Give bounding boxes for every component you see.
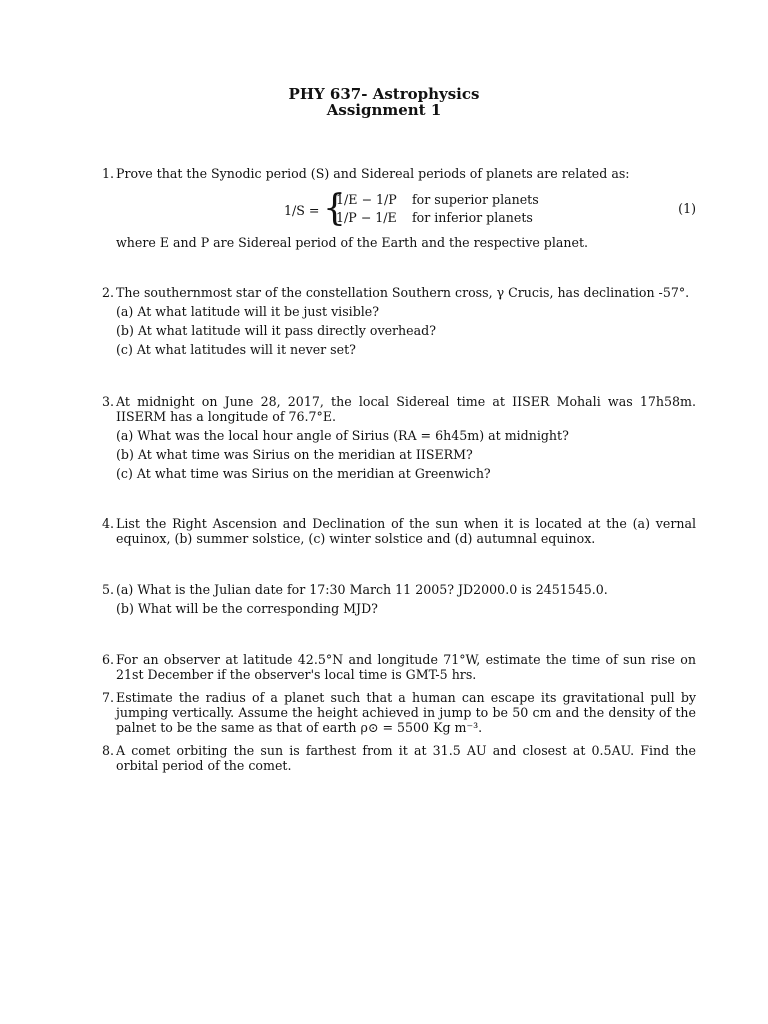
question-number: 5. bbox=[101, 582, 114, 597]
equation-case-1-expr: 1/E − 1/P bbox=[336, 192, 397, 207]
question-1 bbox=[96, 166, 696, 181]
question-number: 7. bbox=[101, 690, 114, 705]
question-part: (b) At what time was Sirius on the meridian at IISERM? bbox=[116, 447, 473, 462]
question-number: 3. bbox=[101, 394, 114, 409]
equation-1 bbox=[96, 188, 696, 229]
question-number: 6. bbox=[101, 652, 114, 667]
assignment-title: Assignment 1 bbox=[326, 101, 442, 119]
question-number: 8. bbox=[101, 743, 114, 758]
brace-symbol: { bbox=[323, 188, 346, 229]
question-part: (b) At what latitude will it pass directly overhead? bbox=[116, 323, 436, 338]
question-1-after bbox=[96, 235, 696, 250]
question-part: (c) At what latitudes will it never set? bbox=[116, 342, 356, 357]
question-2 bbox=[96, 285, 696, 357]
question-7 bbox=[96, 690, 696, 735]
course-title: PHY 637- Astrophysics bbox=[288, 85, 480, 103]
equation-case-2-cond: for inferior planets bbox=[412, 210, 533, 225]
equation-case-1-cond: for superior planets bbox=[412, 192, 539, 207]
question-part: (c) At what time was Sirius on the meridian at Greenwich? bbox=[116, 466, 491, 481]
question-text: List the Right Ascension and Declination of the sun when it is located at the (a) vernal equinox, (b) summer solstice, (c) winter solstice and (d) autumnal equinox. bbox=[116, 516, 696, 546]
question-text: A comet orbiting the sun is farthest from it at 31.5 AU and closest at 0.5AU. Find the orbital period of the comet. bbox=[116, 743, 696, 773]
question-text-after: where E and P are Sidereal period of the Earth and the respective planet. bbox=[116, 235, 589, 250]
question-8 bbox=[96, 743, 696, 773]
question-part: (a) At what latitude will it be just visible? bbox=[116, 304, 379, 319]
question-3 bbox=[96, 394, 696, 481]
question-text: The southernmost star of the constellation Southern cross, γ Crucis, has declination -57°. bbox=[116, 285, 690, 300]
question-text: At midnight on June 28, 2017, the local Sidereal time at IISER Mohali was 17h58m. IISERM has a longitude of 76.7°E. bbox=[116, 394, 696, 424]
question-number: 4. bbox=[101, 516, 114, 531]
question-part: (a) What was the local hour angle of Sirius (RA = 6h45m) at midnight? bbox=[116, 428, 569, 443]
question-part: (b) What will be the corresponding MJD? bbox=[116, 601, 378, 616]
question-text: For an observer at latitude 42.5°N and longitude 71°W, estimate the time of sun rise on 21st December if the observer's local time is GMT-5 hrs. bbox=[116, 652, 696, 682]
question-text: (a) What is the Julian date for 17:30 March 11 2005? JD2000.0 is 2451545.0. bbox=[116, 582, 608, 597]
question-number: 2. bbox=[101, 285, 114, 300]
equation-case-2-expr: 1/P − 1/E bbox=[336, 210, 397, 225]
question-4 bbox=[96, 516, 696, 546]
equation-number: (1) bbox=[678, 201, 696, 216]
equation-lhs: 1/S = bbox=[284, 203, 320, 218]
question-5 bbox=[96, 582, 696, 616]
question-number: 1. bbox=[101, 166, 114, 181]
question-text: Prove that the Synodic period (S) and Sidereal periods of planets are related as: bbox=[116, 166, 630, 181]
question-6 bbox=[96, 652, 696, 682]
question-text: Estimate the radius of a planet such that a human can escape its gravitational pull by jumping vertically. Assume the height achieved in jump to be 50 cm and the density of the palnet to be the same as that of earth ρ⊙ = 5500 Kg m⁻³. bbox=[116, 690, 696, 735]
